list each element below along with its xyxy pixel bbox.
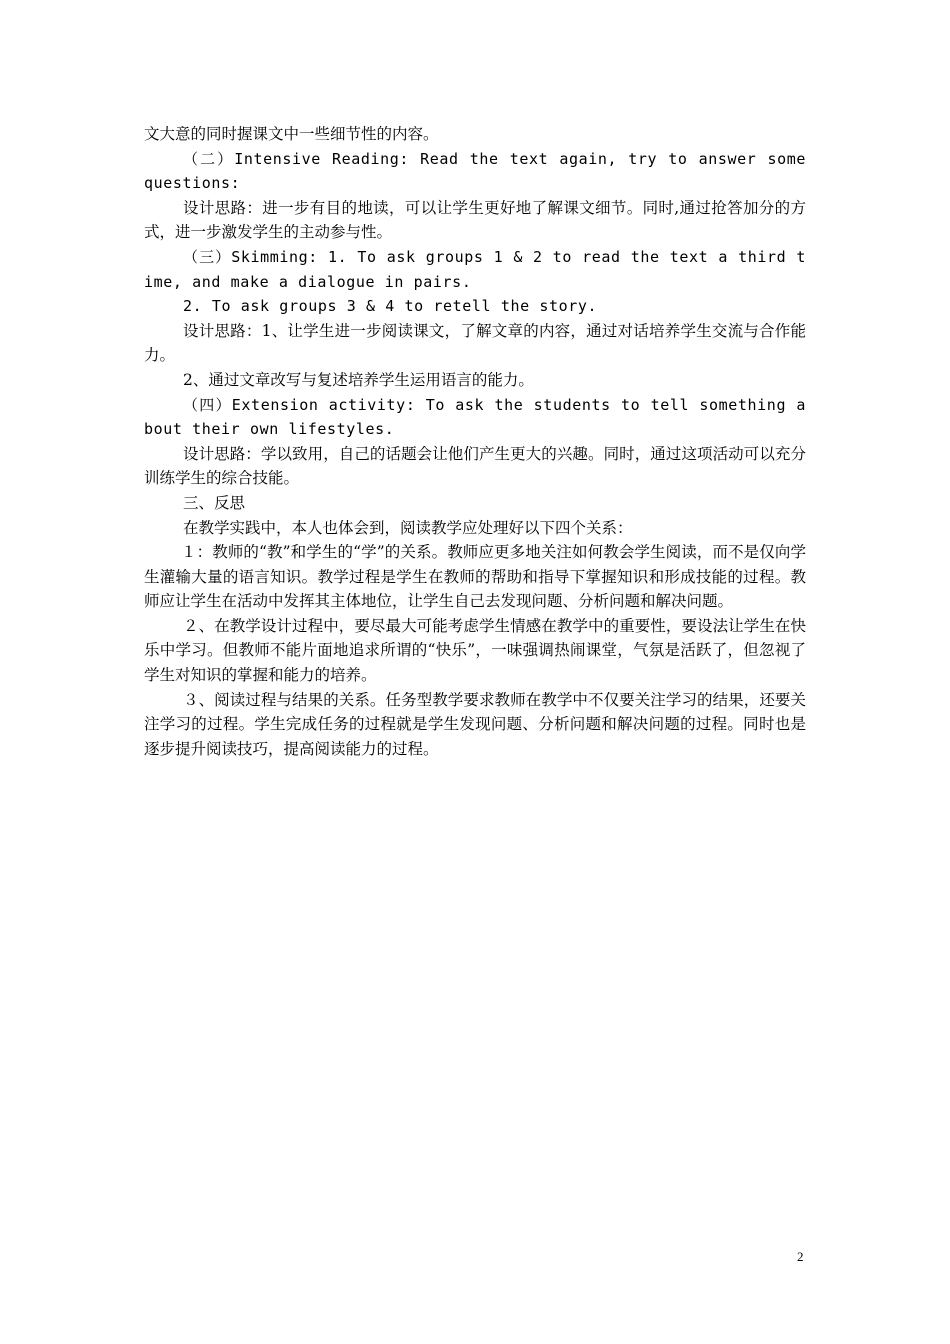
paragraph-continuation: 文大意的同时握课文中一些细节性的内容。	[144, 125, 439, 143]
paragraph-reflection-1: １：教师的“教”和学生的“学”的关系。教师应更多地关注如何教会学生阅读，而不是仅向学生灌输大量的语言知识。教学过程是学生在教师的帮助和指导下掌握知识和形成技能的过程。教师应让学生在活动中发挥其主体地位，让学生自己去发现问题、分析问题和解决问题。	[144, 543, 806, 611]
paragraph-design-idea-2: 设计思路：进一步有目的地读，可以让学生更好地了解课文细节。同时,通过抢答加分的方式，进一步激发学生的主动参与性。	[144, 198, 806, 242]
paragraph-intensive-reading: （二）Intensive Reading: Read the text again, try to answer some questions:	[144, 149, 806, 193]
paragraph-design-idea-4: 设计思路：学以致用，自己的话题会让他们产生更大的兴趣。同时，通过这项活动可以充分训练学生的综合技能。	[144, 444, 806, 488]
paragraph-reflection-intro: 在教学实践中，本人也体会到，阅读教学应处理好以下四个关系：	[183, 518, 633, 537]
paragraph-extension-activity: （四）Extension activity: To ask the students to tell something about their own lifestyles.	[144, 395, 806, 439]
paragraph-design-idea-3-part2: 2、通过文章改写与复述培养学生运用语言的能力。	[183, 370, 534, 389]
page-number: 2	[797, 1249, 804, 1264]
paragraph-reflection-2: ２、在教学设计过程中，要尽最大可能考虑学生情感在教学中的重要性，要设法让学生在快乐中学习。但教师不能片面地追求所谓的“快乐”，一味强调热闹课堂，气氛是活跃了，但忽视了学生对知识的掌握和能力的培养。	[144, 616, 806, 685]
body-text	[144, 122, 806, 761]
section-heading-reflection: 三、反思	[183, 493, 246, 512]
paragraph-reflection-3: ３、阅读过程与结果的关系。任务型教学要求教师在教学中不仅要关注学习的结果，还要关注学习的过程。学生完成任务的过程就是学生发现问题、分析问题和解决问题的过程。同时也是逐步提升阅读技巧，提高阅读能力的过程。	[144, 690, 806, 758]
paragraph-skimming: （三）Skimming: 1. To ask groups 1 & 2 to read the text a third time, and make a dialogue in pairs.	[144, 247, 806, 291]
paragraph-skimming-2: 2. To ask groups 3 & 4 to retell the story.	[183, 297, 598, 316]
paragraph-design-idea-3: 设计思路：1、让学生进一步阅读课文，了解文章的内容，通过对话培养学生交流与合作能力。	[144, 321, 806, 365]
